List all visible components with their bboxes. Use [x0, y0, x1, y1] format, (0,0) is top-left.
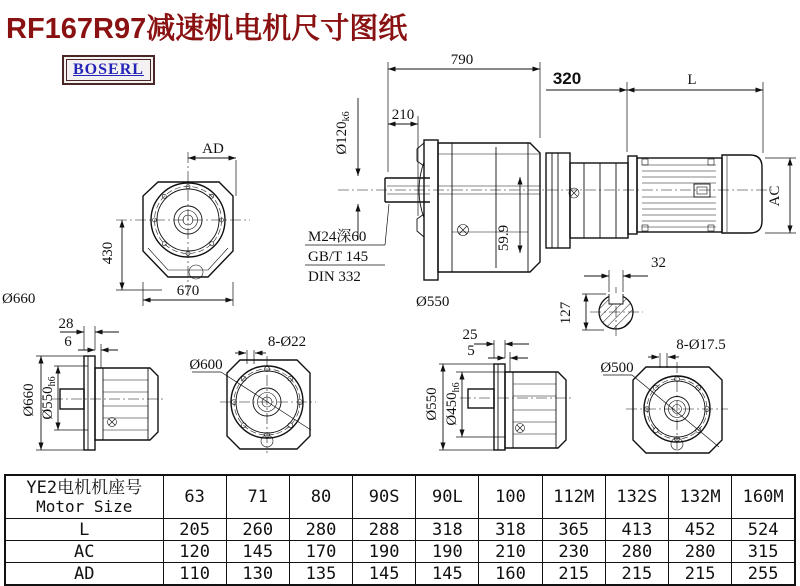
- column-header: 160M: [732, 475, 795, 519]
- flange-side-view-left: [2, 291, 164, 450]
- flange-face-view-left: [189, 334, 316, 453]
- table-cell: 315: [732, 541, 795, 563]
- note-din-standard: DIN 332: [308, 269, 361, 285]
- caption-flange-660: Ø660: [2, 291, 36, 307]
- dim-main-210: 210: [391, 107, 415, 123]
- column-header: 63: [163, 475, 226, 519]
- page-title: RF167R97减速机电机尺寸图纸: [6, 13, 408, 45]
- table-cell: 215: [542, 563, 605, 586]
- note-gb-standard: GB/T 145: [308, 249, 369, 265]
- dim-section-127: 127: [558, 301, 574, 325]
- column-header: 132M: [669, 475, 732, 519]
- table-cell: 145: [226, 541, 289, 563]
- brand-logo-text: BOSERL: [73, 61, 144, 78]
- dim-front-ad: AD: [202, 141, 224, 157]
- table-cell: 145: [416, 563, 479, 586]
- motor-size-table: [4, 474, 796, 586]
- table-cell: 318: [416, 519, 479, 541]
- table-row-AD: [5, 563, 795, 586]
- table-cell: 135: [289, 563, 352, 586]
- dim-motor-AC: AC: [767, 185, 783, 207]
- caption-flange-550: Ø550: [416, 294, 450, 310]
- dim-front-670: 670: [176, 283, 200, 299]
- row-label: AD: [5, 563, 163, 586]
- column-header: 90L: [416, 475, 479, 519]
- dim-ff1-bcd: Ø600: [189, 357, 223, 373]
- table-header-cell: [5, 475, 163, 519]
- gearbox-front-view: [100, 141, 250, 306]
- table-cell: 120: [163, 541, 226, 563]
- dim-fs2-od: Ø550: [424, 387, 440, 421]
- dim-fs1-28: 28: [58, 316, 74, 332]
- table-cell: 365: [542, 519, 605, 541]
- dim-fs2-spigot: $Ø450_{h6}$: [444, 382, 462, 426]
- table-cell: 255: [732, 563, 795, 586]
- table-cell: 230: [542, 541, 605, 563]
- table-row-L: [5, 519, 795, 541]
- dim-motor-L: L: [687, 72, 697, 88]
- gearbox-side-view: [305, 52, 772, 285]
- column-header: 90S: [353, 475, 416, 519]
- dim-ff1-holes: 8-Ø22: [267, 334, 307, 350]
- flange-side-view-right: [416, 294, 572, 450]
- dim-fs2-25: 25: [462, 327, 478, 343]
- dim-ff2-holes: 8-Ø17.5: [676, 337, 726, 353]
- dim-front-430: 430: [100, 241, 116, 265]
- flange-face-view-right: [600, 337, 728, 457]
- dim-section-32: 32: [651, 255, 666, 271]
- table-cell: 190: [416, 541, 479, 563]
- table-cell: 280: [669, 541, 732, 563]
- dim-main-790: 790: [450, 52, 474, 68]
- column-header: 112M: [542, 475, 605, 519]
- dim-main-shaft-dia: $Ø120_{k6}$: [334, 111, 352, 155]
- table-cell: 280: [289, 519, 352, 541]
- table-cell: 210: [479, 541, 542, 563]
- column-header: 71: [226, 475, 289, 519]
- dim-fs1-6: 6: [64, 334, 72, 350]
- shaft-section-view: [558, 255, 666, 338]
- table-cell: 190: [353, 541, 416, 563]
- table-cell: 215: [669, 563, 732, 586]
- table-cell: 145: [353, 563, 416, 586]
- dim-motor-320: 320: [552, 69, 582, 88]
- column-header: 80: [289, 475, 352, 519]
- column-header: 132S: [605, 475, 668, 519]
- dim-ff2-bcd: Ø500: [600, 360, 634, 376]
- table-cell: 280: [605, 541, 668, 563]
- table-cell: 260: [226, 519, 289, 541]
- table-cell: 170: [289, 541, 352, 563]
- dim-fs1-od: Ø660: [21, 383, 37, 417]
- row-label: L: [5, 519, 163, 541]
- table-cell: 413: [605, 519, 668, 541]
- table-cell: 130: [226, 563, 289, 586]
- table-cell: 205: [163, 519, 226, 541]
- dim-fs2-5: 5: [467, 343, 475, 359]
- column-header: 100: [479, 475, 542, 519]
- motor-size-label-cn: YE2电机机座号: [26, 478, 143, 498]
- table-header-row: [5, 475, 795, 519]
- table-cell: 524: [732, 519, 795, 541]
- dim-fs1-spigot: $Ø550_{h6}$: [40, 376, 58, 420]
- table-cell: 215: [605, 563, 668, 586]
- note-tap-hole: M24深60: [308, 229, 367, 245]
- motor-side-view: [546, 69, 796, 248]
- table-cell: 288: [353, 519, 416, 541]
- table-cell: 160: [479, 563, 542, 586]
- table-cell: 110: [163, 563, 226, 586]
- dim-main-59-9: 59.9: [496, 224, 512, 252]
- motor-size-label-en: Motor Size: [36, 497, 133, 516]
- table-row-AC: [5, 541, 795, 563]
- table-cell: 452: [669, 519, 732, 541]
- row-label: AC: [5, 541, 163, 563]
- table-cell: 318: [479, 519, 542, 541]
